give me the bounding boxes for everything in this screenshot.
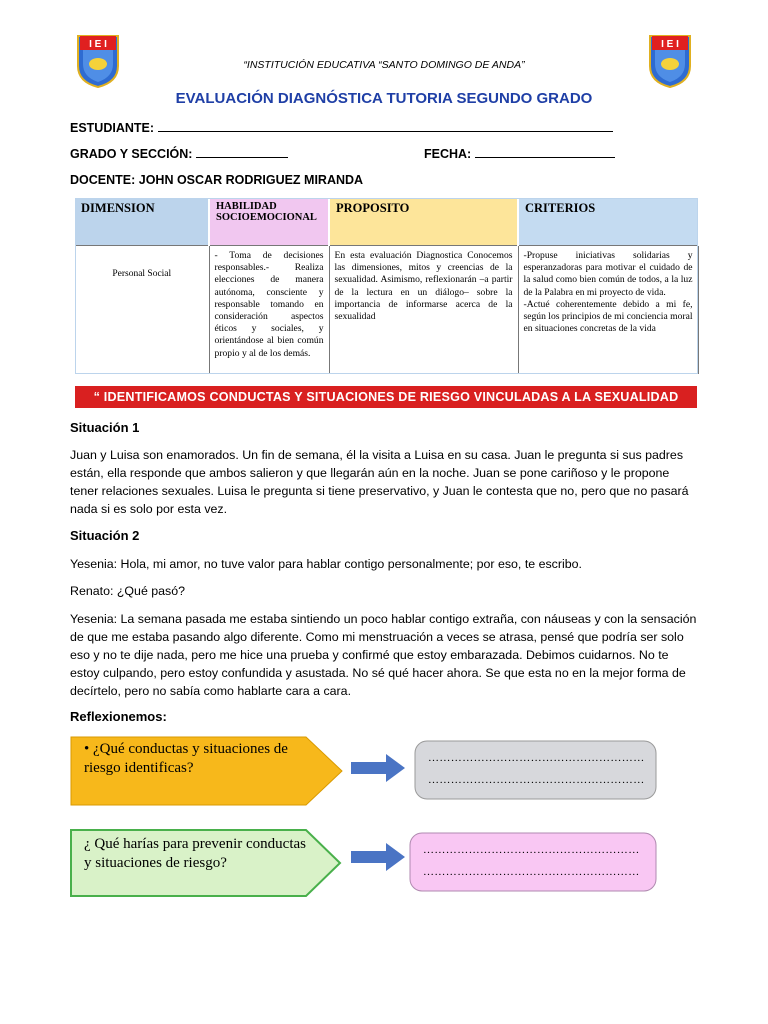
- dialogue-line-3: [70, 610, 700, 700]
- student-field: [70, 120, 613, 135]
- reflexion-title: Reflexionemos:: [70, 709, 167, 724]
- reflexion-diagram: [70, 734, 660, 900]
- student-label: ESTUDIANTE:: [70, 121, 155, 135]
- dialogue-text-3: Yesenia: La semana pasada me estaba sintiendo un poco hablar contigo extraña, con náuseas y con la sensación de que me estaba pasando algo diferente. Como mi menstruación a veces se atrasa, pensé que podría ser solo eso y no te dije nada, pero me hice una prueba y confirmé que estoy embarazada. Debimos cuidarnos. No te estoy culpando, pero estoy confundida y asustada. No sé qué hacer ahora. Se que esta no en la mejor forma de decírtelo, pero no sabía como hablarte cara a cara.: [70, 612, 697, 698]
- cell-criterios: -Propuse iniciativas solidarias y esperanzadoras para motivar el cuidado de la salud como bien común de todos, a la luz de la Palabra en mi proyecto de vida. -Actué coherentemente debido a mi fe, según los principios de mi conciencia moral en situaciones concretas de la vida: [518, 246, 698, 375]
- answer-2-line-1[interactable]: …………………………………………………: [423, 844, 640, 856]
- teacher-name: DOCENTE: JOHN OSCAR RODRIGUEZ MIRANDA: [70, 173, 364, 187]
- institution-name: “INSTITUCIÓN EDUCATIVA “SANTO DOMINGO DE ANDA”: [243, 59, 525, 71]
- dialogue-text-1: Yesenia: Hola, mi amor, no tuve valor para hablar contigo personalmente; por eso, te escribo.: [70, 557, 582, 571]
- section-banner: “ IDENTIFICAMOS CONDUCTAS Y SITUACIONES DE RIESGO VINCULADAS A LA SEXUALIDAD: [75, 386, 697, 408]
- header-proposito: PROPOSITO: [329, 198, 518, 246]
- table-row: [75, 246, 698, 375]
- svg-text:I E I: I E I: [89, 39, 107, 50]
- cell-habilidad: - Toma de decisiones responsables.- Realiza elecciones de manera autónoma, consciente y responsable tomando en consideración aspectos éticos y sociales, y orientándose al bien común propio y al de los demás.: [209, 246, 329, 375]
- dialogue-line-2: [70, 582, 700, 600]
- grade-field: [70, 146, 288, 161]
- cell-proposito: En esta evaluación Diagnostica Conocemos las dimensiones, mitos y creencias de la sexualidad. Asimismo, reflexionarán –a partir de la lectura en un diálogo– sobre la importancia de informarse acerca de la sexualidad: [329, 246, 518, 375]
- answer-1-box: [415, 741, 656, 799]
- grade-label: GRADO Y SECCIÓN:: [70, 147, 193, 161]
- student-blank: [158, 120, 613, 132]
- cell-dimension: Personal Social: [75, 246, 209, 375]
- arrow-2-icon: [351, 843, 405, 871]
- question-2-text: ¿ Qué harías para prevenir conductas y situaciones de riesgo?: [84, 836, 306, 871]
- header-criterios: CRITERIOS: [518, 198, 698, 246]
- date-blank: [475, 146, 615, 158]
- arrow-1-icon: [351, 754, 405, 782]
- situation-2-title: Situación 2: [70, 528, 140, 543]
- question-1-text: • ¿Qué conductas y situaciones de riesgo identificas?: [84, 741, 288, 776]
- answer-2-line-2[interactable]: …………………………………………………: [423, 866, 640, 878]
- situation-1-paragraph: Juan y Luisa son enamorados. Un fin de semana, él la visita a Luisa en su casa. Juan le pregunta si sus padres están, ella responde que ambos salieron y que llegarán aún en la noche. Juan se pone cariñoso y le propone tener relaciones sexuales. Luisa le pregunta si tiene preservativo, y Juan le contesta que no, pero que no pasará nada si es solo por esta vez.: [70, 448, 689, 516]
- grade-blank: [196, 146, 288, 158]
- answer-1-line-1[interactable]: …………………………………………………: [428, 752, 645, 764]
- situation-1-title: Situación 1: [70, 420, 140, 435]
- page-title: EVALUACIÓN DIAGNÓSTICA TUTORIA SEGUNDO GRADO: [175, 90, 593, 107]
- dialogue-text-2: Renato: ¿Qué pasó?: [70, 584, 186, 598]
- header-dimension: DIMENSION: [75, 198, 209, 246]
- svg-text:I E I: I E I: [661, 39, 679, 50]
- situation-1-text: [70, 446, 700, 518]
- answer-1-line-2[interactable]: …………………………………………………: [428, 774, 645, 786]
- date-label: FECHA:: [424, 147, 472, 161]
- date-field: [424, 146, 615, 161]
- header-habilidad: HABILIDAD SOCIOEMOCIONAL: [209, 198, 329, 246]
- competency-table: [75, 198, 699, 374]
- table-header-row: [75, 198, 698, 246]
- answer-2-box: [410, 833, 656, 891]
- dialogue-line-1: [70, 555, 700, 573]
